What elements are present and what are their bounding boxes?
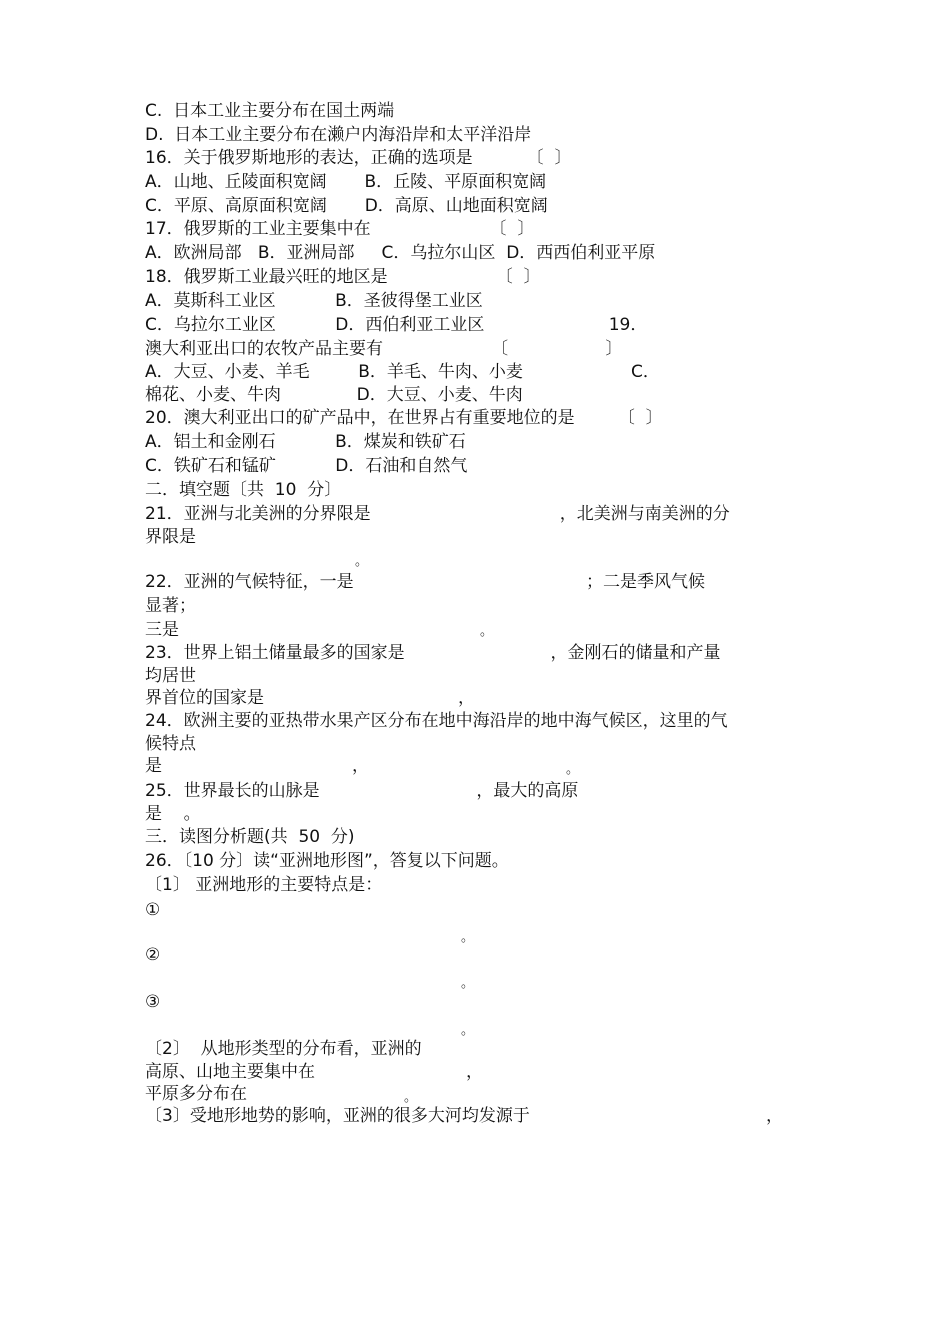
q16-options-cd: C．平原、高原面积宽阔 D．高原、山地面积宽阔 xyxy=(145,196,548,216)
q24-comma: ， xyxy=(352,756,369,776)
question-16: 16．关于俄罗斯地形的表达，正确的选项是 〔 〕 xyxy=(145,148,572,168)
question-22-cont: 显著； xyxy=(145,596,196,616)
q26-part-2-period: 。 xyxy=(404,1090,418,1105)
question-23-cont: 均居世 xyxy=(145,666,196,686)
question-18: 18．俄罗斯工业最兴旺的地区是 〔 〕 xyxy=(145,267,541,287)
q26-part-2: 〔2〕 从地形类型的分布看，亚洲的 xyxy=(145,1039,422,1059)
q26-part-1-item-1: ① xyxy=(145,900,161,920)
question-17: 17．俄罗斯的工业主要集中在 〔 〕 xyxy=(145,219,535,239)
q23-comma: ， xyxy=(458,688,475,708)
question-26: 26．〔10 分〕读“亚洲地形图”，答复以下问题。 xyxy=(145,851,509,871)
q17-options: A．欧洲局部 B．亚洲局部 C．乌拉尔山区 D．西西伯利亚平原 xyxy=(145,243,656,263)
q26-item-2-period: 。 xyxy=(461,976,475,991)
q18-options-cd: C．乌拉尔工业区 D．西伯利亚工业区 19． xyxy=(145,315,648,335)
q21-period: 。 xyxy=(355,554,369,569)
question-23: 23．世界上铝土储量最多的国家是 ，金刚石的储量和产量 xyxy=(145,643,721,663)
question-22: 22．亚洲的气候特征，一是 ；二是季风气候 xyxy=(145,572,705,592)
question-24-cont: 候特点 xyxy=(145,734,196,754)
q26-part-1-item-2: ② xyxy=(145,945,161,965)
question-21-cont: 界限是 xyxy=(145,527,196,547)
question-25: 25．世界最长的山脉是 ，最大的高原 xyxy=(145,781,579,801)
q19-options-cd: 棉花、小麦、牛肉 D．大豆、小麦、牛肉 xyxy=(145,385,523,405)
question-20: 20．澳大利亚出口的矿产品中，在世界占有重要地位的是 〔 〕 xyxy=(145,408,663,428)
q20-options-ab: A．铝土和金刚石 B．煤炭和铁矿石 xyxy=(145,432,466,452)
question-22-third: 三是 xyxy=(145,620,179,640)
question-24: 24．欧洲主要的亚热带水果产区分布在地中海沿岸的地中海气候区，这里的气 xyxy=(145,711,728,731)
line-02: D. 日本工业主要分布在濑户内海沿岸和太平洋沿岸 xyxy=(145,125,532,145)
q26-part-2-comma: ， xyxy=(466,1062,483,1082)
q26-part-2-third: 平原多分布在 xyxy=(145,1084,247,1104)
q18-options-ab: A．莫斯科工业区 B．圣彼得堡工业区 xyxy=(145,291,483,311)
q26-item-1-period: 。 xyxy=(461,930,475,945)
q16-options-ab: A．山地、丘陵面积宽阔 B．丘陵、平原面积宽阔 xyxy=(145,172,547,192)
question-21: 21．亚洲与北美洲的分界限是 ，北美洲与南美洲的分 xyxy=(145,504,730,524)
q26-part-3: 〔3〕受地形地势的影响，亚洲的很多大河均发源于 xyxy=(145,1106,530,1126)
question-24-third: 是 xyxy=(145,756,162,776)
question-19: 澳大利亚出口的农牧产品主要有 〔 〕 xyxy=(145,339,623,359)
question-23-third: 界首位的国家是 xyxy=(145,688,264,708)
q26-part-3-comma: ， xyxy=(766,1106,783,1126)
section-2-heading: 二．填空题〔共 10 分〕 xyxy=(145,480,342,500)
q26-part-1-item-3: ③ xyxy=(145,992,161,1012)
section-3-heading: 三．读图分析题(共 50 分) xyxy=(145,827,355,847)
q26-part-1: 〔1〕 亚洲地形的主要特点是： xyxy=(145,875,383,895)
q19-options-ab: A．大豆、小麦、羊毛 B．羊毛、牛肉、小麦 C． xyxy=(145,362,660,382)
q26-item-3-period: 。 xyxy=(461,1023,475,1038)
q24-period: 。 xyxy=(566,762,580,777)
question-25-cont: 是 。 xyxy=(145,804,201,824)
q20-options-cd: C．铁矿石和锰矿 D．石油和自然气 xyxy=(145,456,468,476)
line-01: C. 日本工业主要分布在国土两端 xyxy=(145,101,395,121)
q26-part-2-cont: 高原、山地主要集中在 xyxy=(145,1062,315,1082)
q22-period: 。 xyxy=(480,624,494,639)
